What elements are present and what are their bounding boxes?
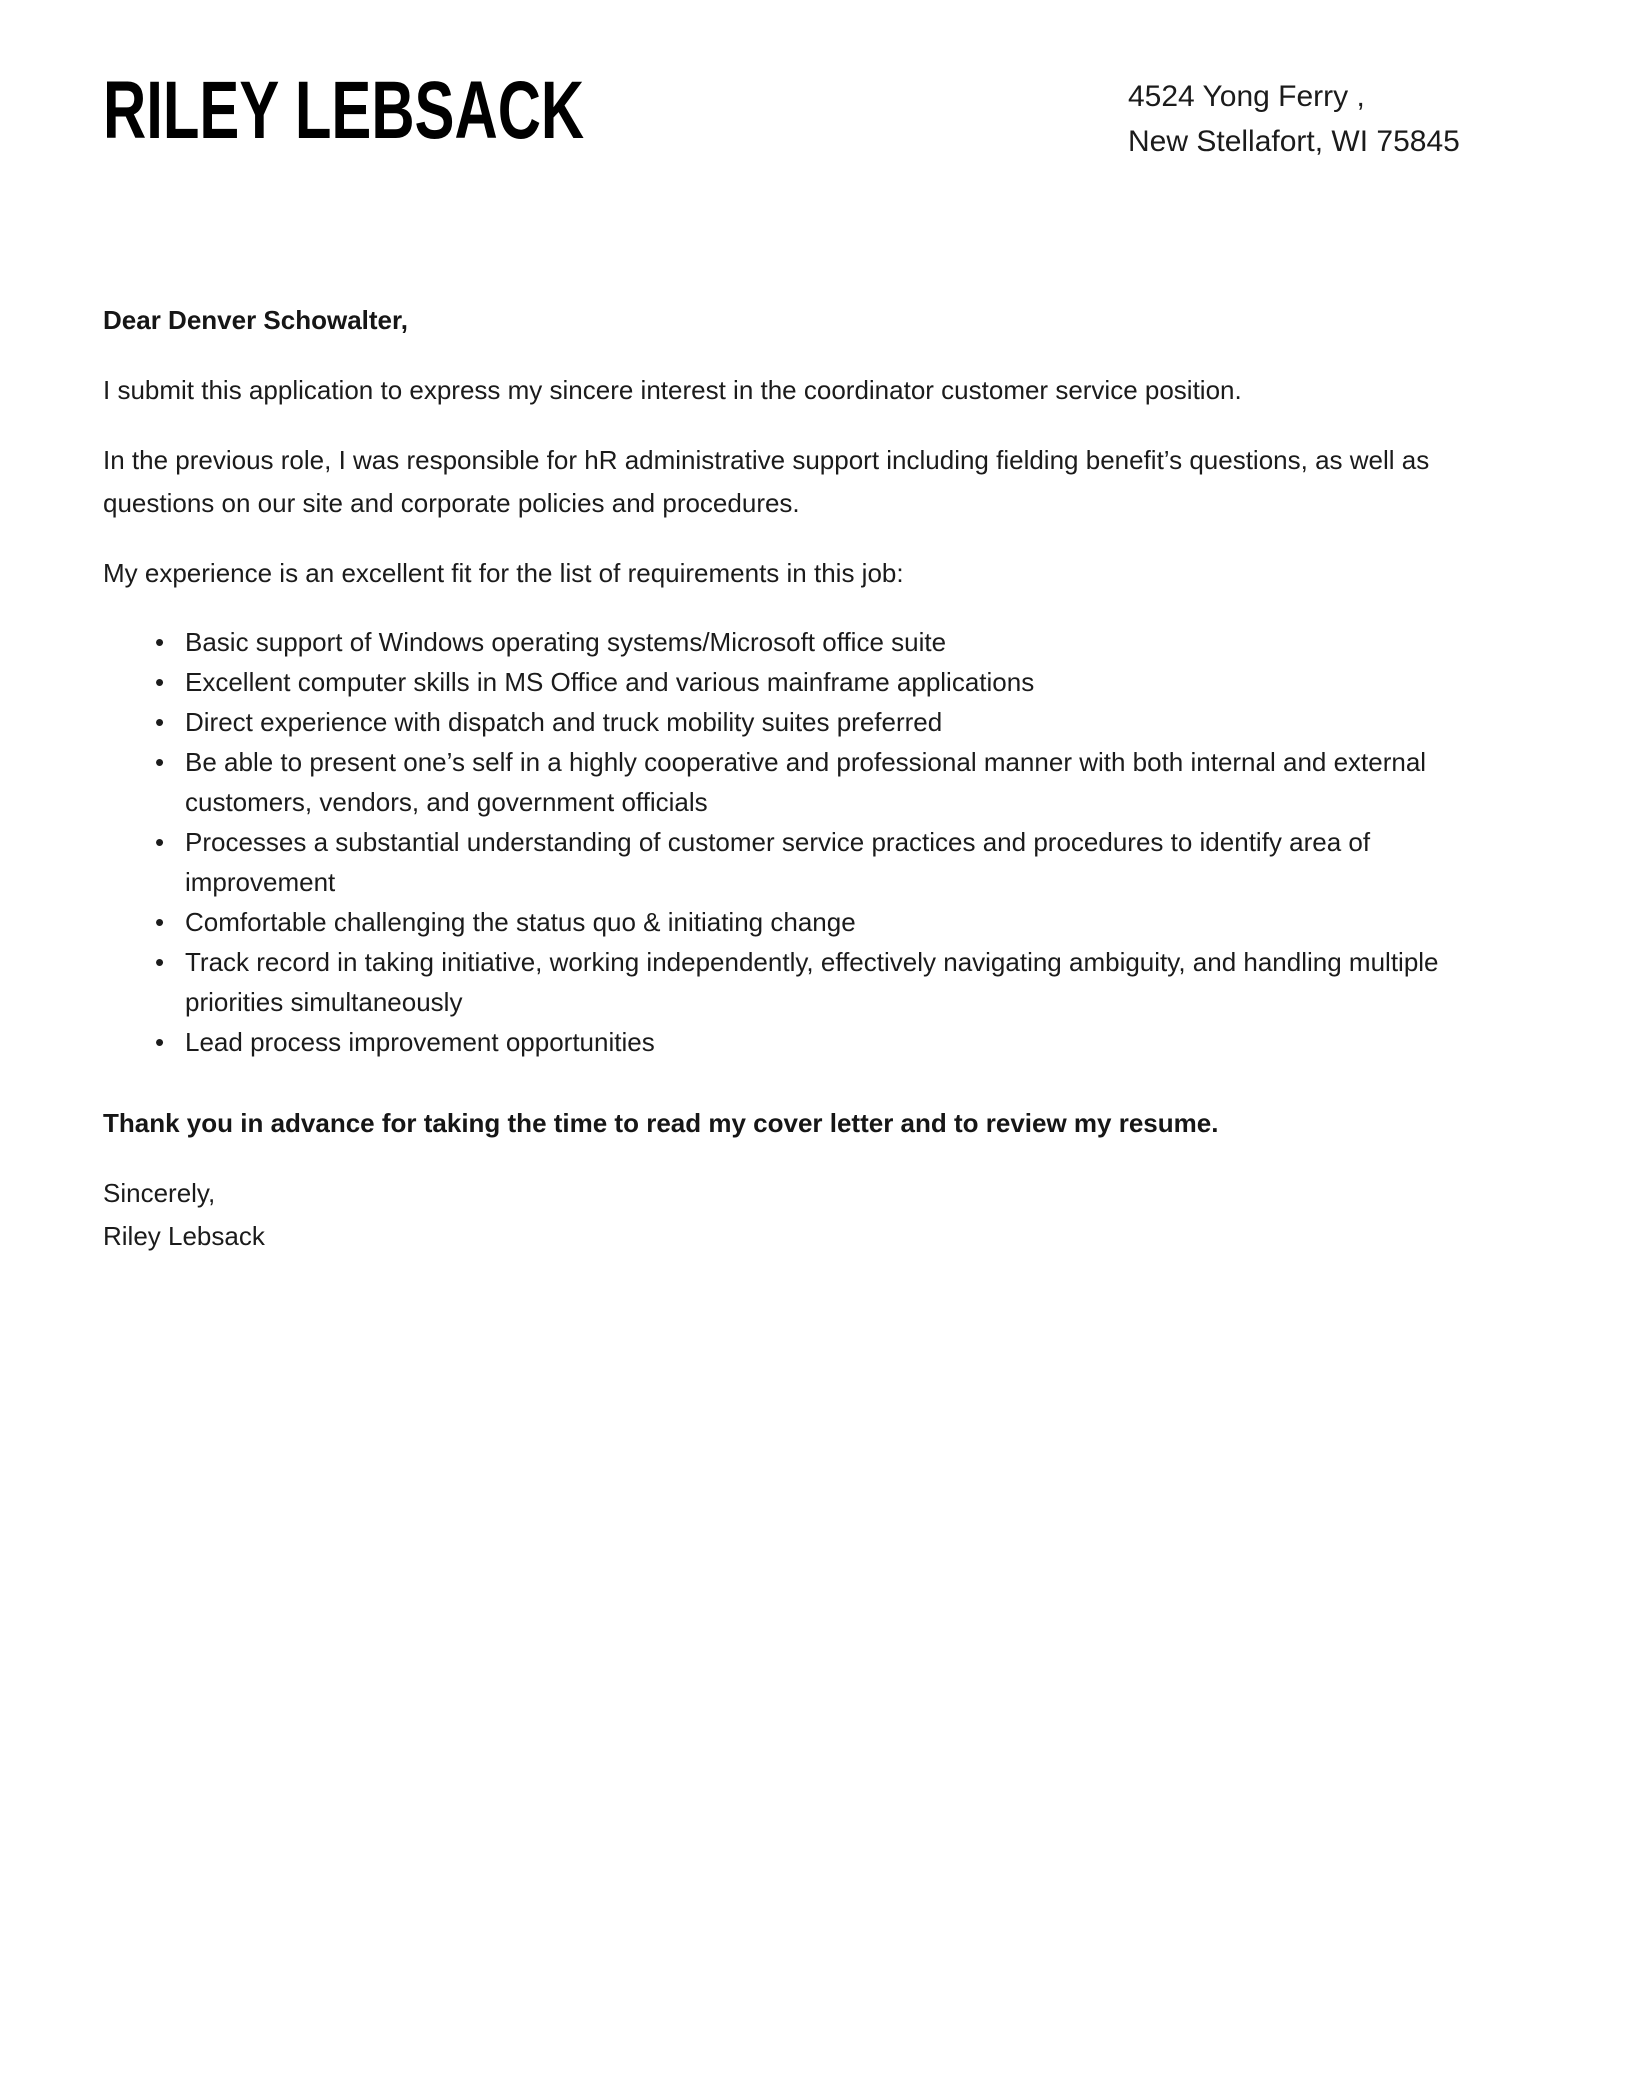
requirement-item: • Basic support of Windows operating systems/Microsoft office suite bbox=[185, 622, 1501, 662]
requirement-item: • Track record in taking initiative, working independently, effectively navigating ambiguity, and handling multiple priorities simultaneously bbox=[185, 942, 1501, 1022]
fit-paragraph: My experience is an excellent fit for the list of requirements in this job: bbox=[103, 558, 904, 588]
intro-paragraph: I submit this application to express my sincere interest in the coordinator customer service position. bbox=[103, 375, 1242, 405]
experience-paragraph: In the previous role, I was responsible for hR administrative support including fielding benefit’s questions, as well as questions on our site and corporate policies and procedures. bbox=[103, 445, 1430, 518]
letter-body bbox=[103, 299, 1501, 1285]
closing-statement: Thank you in advance for taking the time to read my cover letter and to review my resume. bbox=[103, 1108, 1219, 1138]
greeting: Dear Denver Schowalter, bbox=[103, 305, 408, 335]
requirement-item: • Lead process improvement opportunities bbox=[185, 1022, 1501, 1062]
address-block bbox=[1128, 74, 1460, 164]
address-line-2: New Stellafort, WI 75845 bbox=[1128, 125, 1460, 158]
signature-name: Riley Lebsack bbox=[103, 1221, 265, 1251]
requirement-item: • Direct experience with dispatch and truck mobility suites preferred bbox=[185, 702, 1501, 742]
address-line-1: 4524 Yong Ferry , bbox=[1128, 80, 1365, 113]
requirements-list bbox=[103, 622, 1501, 1062]
requirement-item: • Be able to present one’s self in a highly cooperative and professional manner with both internal and external customers, vendors, and government officials bbox=[185, 742, 1501, 822]
applicant-name: RILEY LEBSACK bbox=[103, 65, 585, 156]
signoff: Sincerely, bbox=[103, 1178, 216, 1208]
requirement-item: • Comfortable challenging the status quo & initiating change bbox=[185, 902, 1501, 942]
requirement-item: • Processes a substantial understanding of customer service practices and procedures to identify area of improvement bbox=[185, 822, 1501, 902]
requirement-item: • Excellent computer skills in MS Office and various mainframe applications bbox=[185, 662, 1501, 702]
